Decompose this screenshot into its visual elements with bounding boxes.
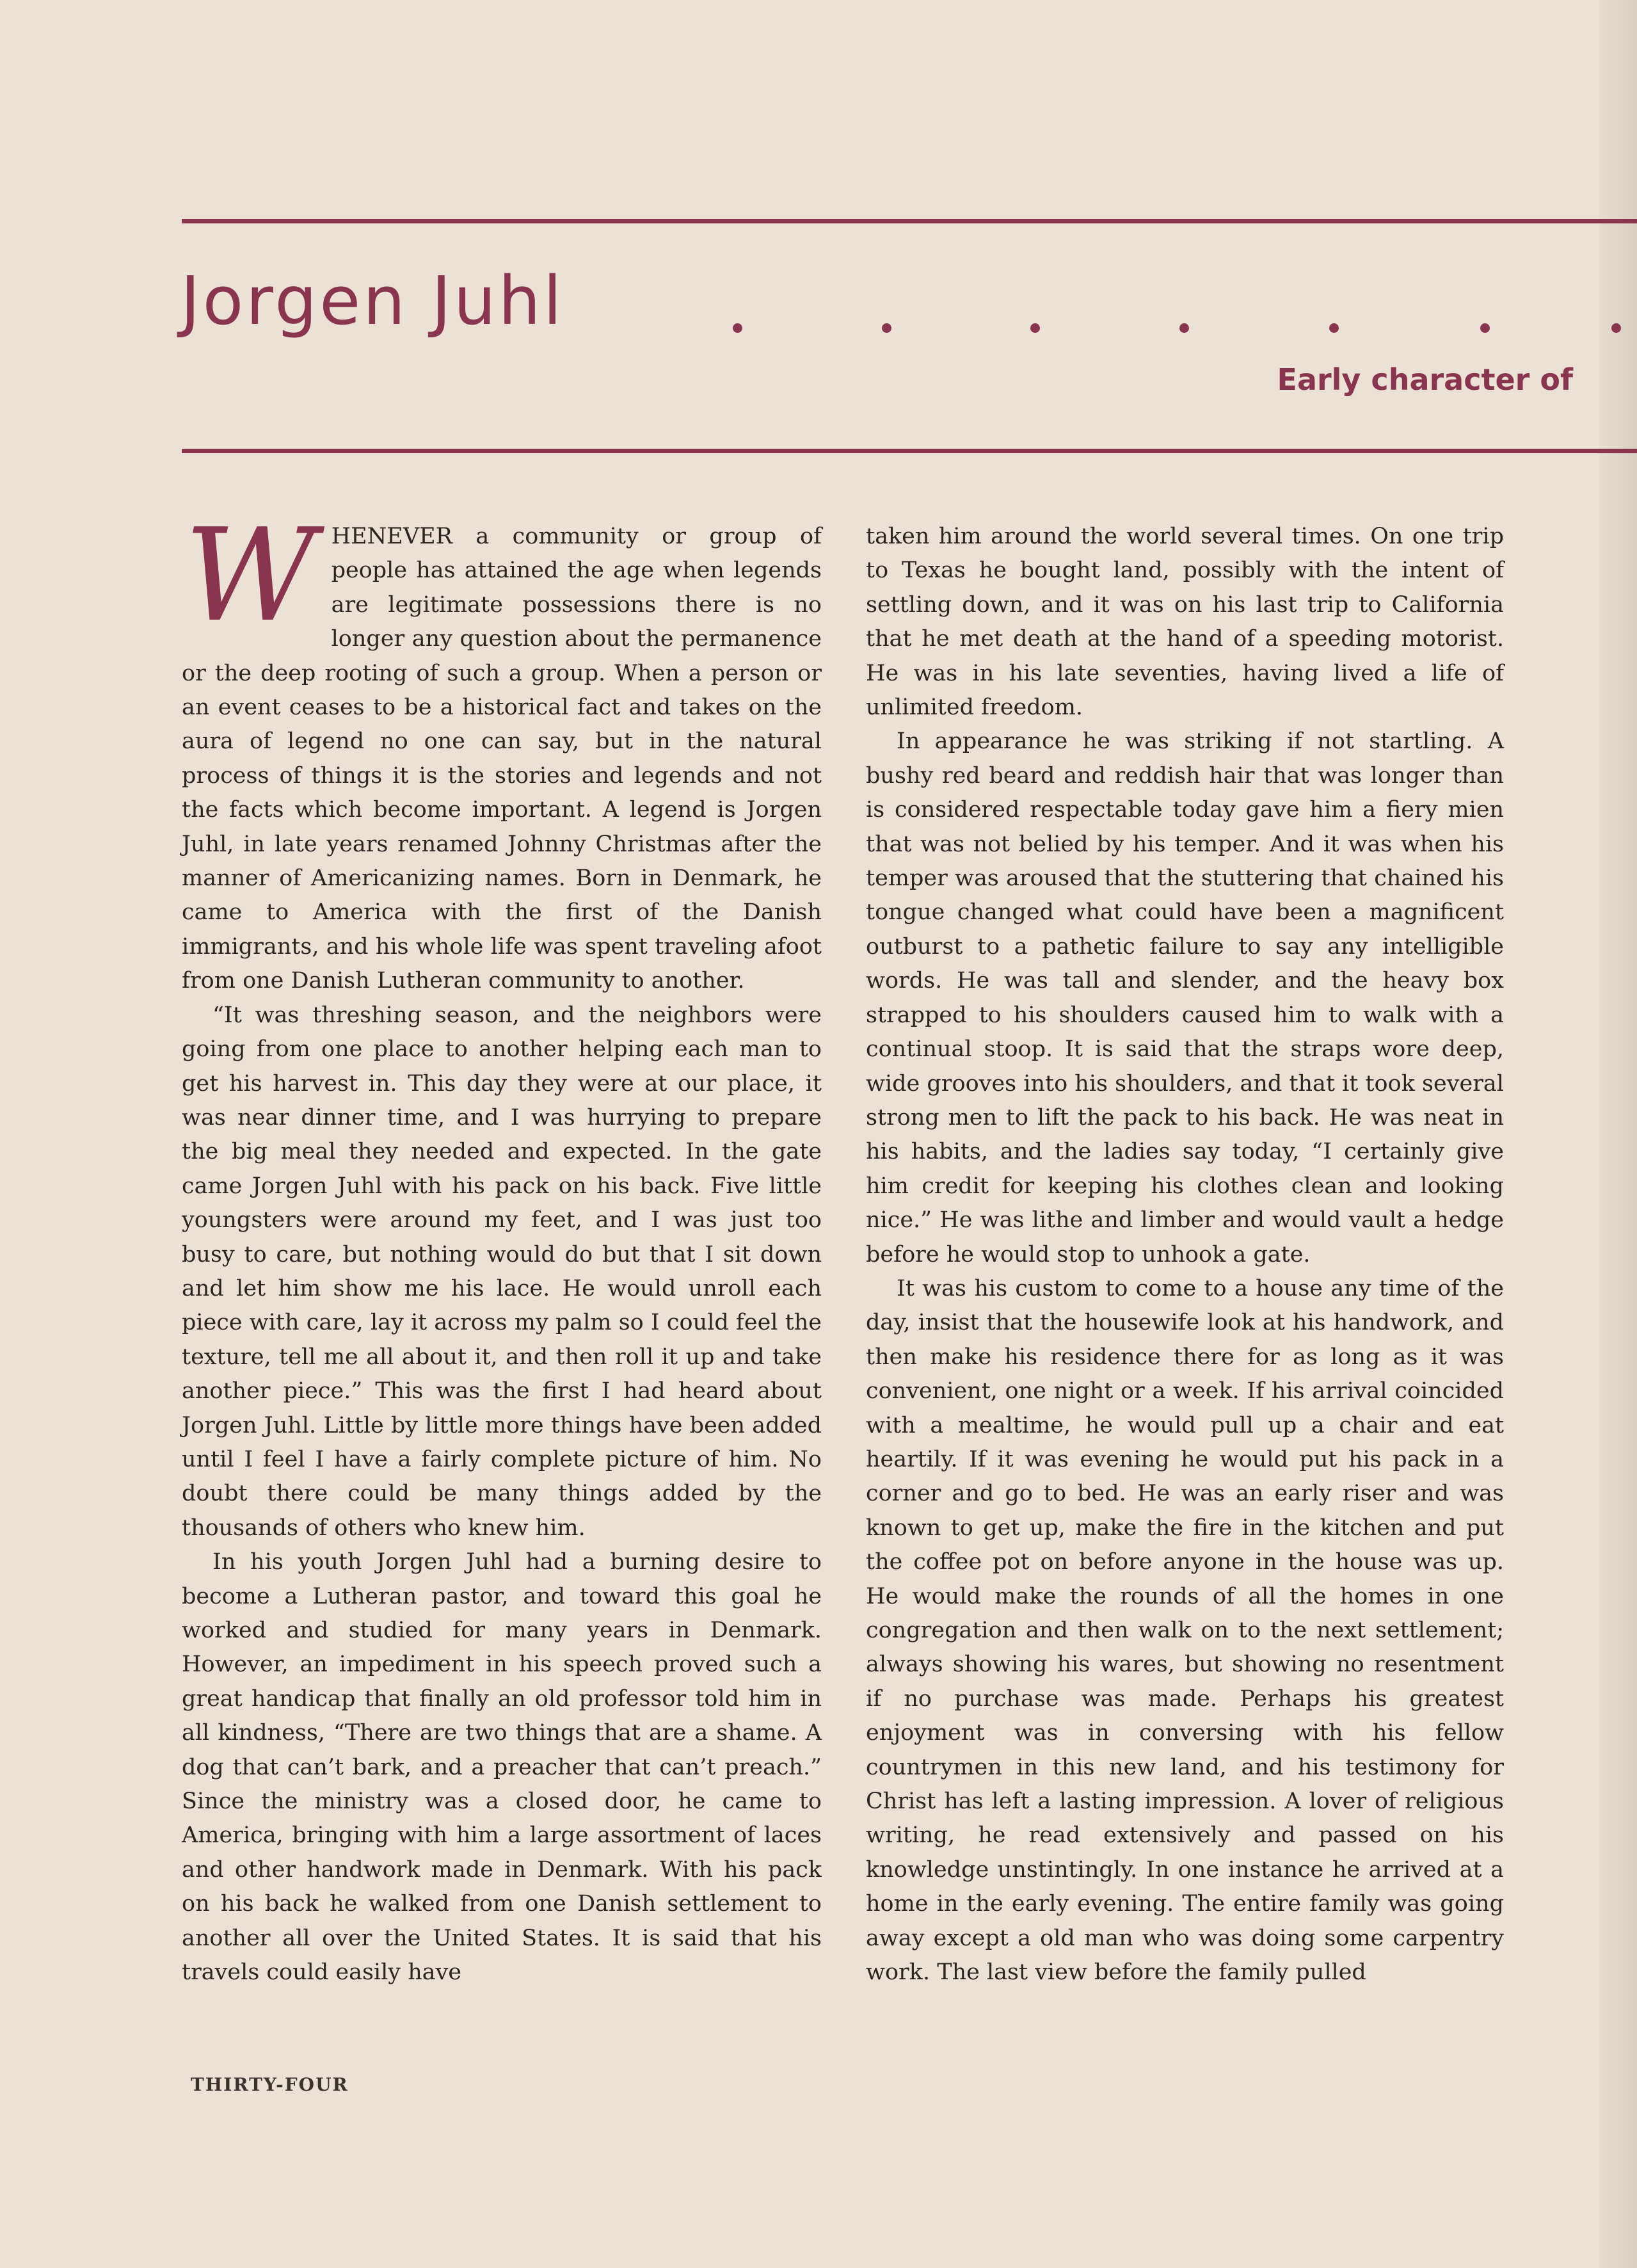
bottom-rule [182,449,1637,453]
paragraph: In appearance he was striking if not startling. A bushy red beard and reddish hair that was longer than is considered respectable today gave him a fiery mien that was not belied by his temper. And it was when his temper was aroused that the stuttering that chained his tongue changed what could have been a magnificent outburst to a pathetic failure to say any intelligible words. He was tall and slender, and the heavy box strapped to his shoulders caused him to walk with a continual stoop. It is said that the straps wore deep, wide grooves into his shoulders, and that it took several strong men to lift the pack to his back. He was neat in his habits, and the ladies say today, “I certainly give him credit for keeping his clothes clean and looking nice.” He was lithe and limber and would vault a hedge before he would stop to unhook a gate. [866,728,1504,1267]
leader-dot [1030,323,1040,333]
drop-cap: W [184,501,316,650]
leader-dot [882,323,891,333]
leader-dot [1179,323,1189,333]
article-title: Jorgen Juhl [180,262,564,340]
paragraph: taken him around the world several times. On one trip to Texas he bought land, possibly with the intent of settling down, and it was on his last trip to California that he met death at the hand of a speeding motorist. He was in his late seventies, having lived a life of unlimited freedom. [866,524,1504,721]
paragraph [182,501,822,999]
paragraph: It was his custom to come to a house any time of the day, insist that the housewife look at his handwork, and then make his residence there for as long as it was convenient, one night or a week. If his arrival coincided with a mealtime, he would pull up a chair and eat heartily. If it was evening he would put his pack in a corner and go to bed. He was an early riser and was known to get up, make the fire in the kitchen and put the coffee pot on before anyone in the house was up. He would make the rounds of all the homes in one congregation and then walk on to the next settlement; always showing his wares, but showing no resentment if no purchase was made. Perhaps his greatest enjoyment was in conversing with his fellow countrymen in this new land, and his testimony for Christ has left a lasting impression. A lover of religious writing, he read extensively and passed on his knowledge unstintingly. In one instance he arrived at a home in the early evening. The entire family was going away except a old man who was doing some carpentry work. The last view before the family pulled [866,1275,1504,1986]
left-column [182,501,822,1990]
page-edge-shadow [1599,0,1637,2268]
paragraph: In his youth Jorgen Juhl had a burning desire to become a Lutheran pastor, and toward this goal he worked and studied for many years in Denmark. However, an impediment in his speech proved such a great handicap that finally an old professor told him in all kindness, “There are two things that are a shame. A dog that can’t bark, and a preacher that can’t preach.” Since the ministry was a closed door, he came to America, bringing with him a large assortment of laces and other handwork made in Denmark. With his pack on his back he walked from one Danish settlement to another all over the United States. It is said that his travels could easily have [182,1549,822,1986]
leader-dot [733,323,742,333]
right-column [866,520,1504,1990]
article-subtitle: Early character of [1277,362,1573,397]
leader-dot [1480,323,1490,333]
top-rule [182,219,1637,223]
paragraph: “It was threshing season, and the neighbors were going from one place to another helping each man to get his harvest in. This day they were at our place, it was near dinner time, and I was hurrying to prepare the big meal they needed and expected. In the gate came Jorgen Juhl with his pack on his back. Five little youngsters were around my feet, and I was just too busy to care, but nothing would do but that I sit down and let him show me his lace. He would unroll each piece with care, lay it across my palm so I could feel the texture, tell me all about it, and then roll it up and take another piece.” This was the first I had heard about Jorgen Juhl. Little by little more things have been added until I feel I have a fairly complete picture of him. No doubt there could be many things added by the thousands of others who knew him. [182,1002,822,1541]
leader-dot [1329,323,1339,333]
leader-dot [1611,323,1621,333]
paragraph-text: HENEVER a community or group of people has attained the age when legends are legitimate possessions there is no longer any question about the permanence or the deep rooting of such a group. When a person or an event ceases to be a historical fact and takes on the aura of legend no one can say, but in the natural process of things it is the stories and legends and not the facts which become important. A legend is Jorgen Juhl, in late years renamed Johnny Christmas after the manner of Americanizing names. Born in Denmark, he came to America with the first of the Danish immigrants, and his whole life was spent traveling afoot from one Danish Lutheran community to another. [182,524,822,994]
page-number: THIRTY-FOUR [191,2074,349,2095]
